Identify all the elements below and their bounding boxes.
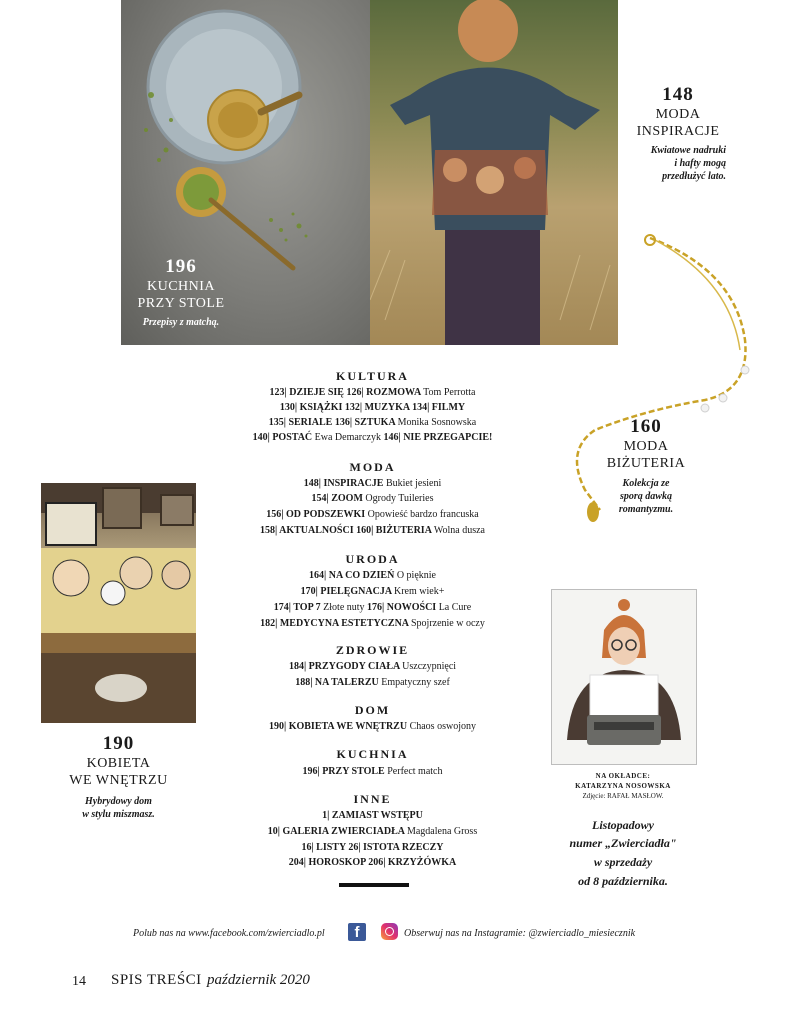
feature-moda-bizuteria-line1: MODA	[623, 439, 669, 454]
facebook-icon[interactable]: f	[348, 923, 366, 941]
toc-line	[200, 524, 545, 538]
toc-page-number: 146|	[383, 432, 401, 443]
toc-page-number: 130|	[279, 402, 298, 413]
toc-subtitle: Uszczypnięci	[402, 661, 457, 672]
cover-label: NA OKŁADCE:	[595, 772, 651, 780]
feature-moda-bizuteria-line2: BIŻUTERIA	[606, 456, 686, 471]
cover-promo-line1: Listopadowy	[592, 818, 654, 832]
toc-title: PIELĘGNACJA	[317, 586, 394, 597]
toc-page-number: 182|	[260, 618, 278, 629]
toc-title: OD PODSZEWKI	[283, 509, 368, 520]
toc-page-number: 154|	[311, 493, 329, 504]
toc-line	[200, 765, 545, 779]
feature-moda-inspiracje-line1: MODA	[655, 107, 701, 122]
toc-page-number: 174|	[273, 602, 291, 613]
toc-line	[200, 569, 545, 583]
feature-kuchnia-page: 196	[165, 256, 197, 277]
toc-heading-kuchnia: KUCHNIA	[336, 747, 409, 761]
toc-page-number: 206|	[368, 857, 386, 868]
toc-title: ZOOM	[328, 493, 366, 504]
toc-title: SERIALE	[285, 417, 335, 428]
toc-title: BIŻUTERIA	[373, 525, 434, 536]
toc-line	[200, 617, 545, 631]
toc-line	[200, 809, 545, 823]
toc-page-number: 184|	[288, 661, 307, 672]
toc-title: SZTUKA	[352, 417, 398, 428]
toc-heading-kultura: KULTURA	[336, 369, 409, 383]
toc-title: TOP 7	[291, 602, 324, 613]
toc-page-number: 134|	[412, 402, 430, 413]
feature-moda-bizuteria-desc2: sporą dawką	[620, 491, 672, 502]
toc-page-number: 170|	[300, 586, 318, 597]
toc-title: INSPIRACJE	[320, 478, 386, 489]
toc-title: HOROSKOP	[305, 857, 369, 868]
toc-title: AKTUALNOŚCI	[277, 525, 357, 536]
toc-line	[200, 416, 545, 430]
toc-page-number: 132|	[344, 402, 363, 413]
cover-photo-credit: Zdjęcie: RAFAŁ MASŁOW.	[582, 792, 664, 800]
toc-subtitle: Tom Perrotta	[423, 387, 476, 398]
toc-line	[200, 585, 545, 599]
toc-subtitle: Empatyczny szef	[381, 677, 450, 688]
feature-moda-inspiracje-desc1: Kwiatowe nadruki	[650, 145, 726, 156]
toc-line	[200, 477, 545, 491]
toc-subtitle: Ogrody Tuileries	[365, 493, 434, 504]
toc-page-number: 135|	[268, 417, 286, 428]
toc-page-number: 136|	[334, 417, 353, 428]
feature-kobieta-page: 190	[102, 733, 135, 754]
feature-kuchnia-desc: Przepisy z matchą.	[142, 317, 220, 328]
page-section-title: SPIS TREŚCI	[111, 972, 202, 988]
toc-title: NA CO DZIEŃ	[326, 570, 397, 581]
toc-title: LISTY	[313, 842, 349, 853]
page-issue: październik 2020	[207, 972, 310, 988]
feature-kobieta-desc1: Hybrydowy dom	[85, 796, 152, 807]
toc-title: NIE PRZEGAPCIE!	[400, 432, 493, 443]
toc-title: DZIEJE SIĘ	[286, 387, 347, 398]
feature-moda-inspiracje-line2: INSPIRACJE	[636, 124, 720, 139]
toc-subtitle: Wolna dusza	[433, 525, 485, 536]
toc-subtitle: La Cure	[438, 602, 472, 613]
toc-heading-dom: DOM	[354, 703, 391, 717]
photo-cover	[551, 589, 697, 765]
toc-title: KSIĄŻKI	[297, 402, 345, 413]
toc-subtitle: Złote nuty	[323, 602, 368, 613]
toc-page-number: 190|	[269, 721, 287, 732]
toc-title: KOBIETA WE WNĘTRZU	[286, 721, 410, 732]
toc-title: ISTOTA RZECZY	[360, 842, 444, 853]
toc-heading-uroda: URODA	[345, 552, 400, 566]
toc-line	[200, 841, 545, 855]
toc-subtitle: Bukiet jesieni	[385, 478, 442, 489]
toc-page-number: 16|	[301, 842, 314, 853]
toc-subtitle: O pięknie	[396, 570, 436, 581]
feature-moda-bizuteria-desc3: romantyzmu.	[618, 504, 674, 515]
cover-illustration	[552, 590, 696, 764]
toc-page-number: 26|	[348, 842, 361, 853]
toc-page-number: 140|	[252, 432, 270, 443]
toc-page-number: 10|	[267, 826, 280, 837]
toc-line	[200, 401, 545, 415]
toc-title: KRZYŻÓWKA	[385, 857, 457, 868]
toc-line	[200, 386, 545, 400]
toc-page-number: 126|	[346, 387, 364, 398]
toc-page-number: 158|	[259, 525, 278, 536]
cover-promo-line4: od 8 października.	[578, 874, 668, 888]
toc-page-number: 160|	[356, 525, 374, 536]
toc-subtitle: Monika Sosnowska	[397, 417, 477, 428]
toc-heading-inne: INNE	[353, 792, 392, 806]
feature-kuchnia-line2: PRZY STOLE	[137, 296, 225, 311]
toc-line	[200, 601, 545, 615]
toc-page-number: 196|	[302, 766, 320, 777]
toc-page-number: 204|	[288, 857, 306, 868]
toc-line	[200, 492, 545, 506]
toc-line	[200, 856, 545, 870]
feature-kuchnia-line1: KUCHNIA	[146, 279, 216, 294]
instagram-link[interactable]: Obserwuj nas na Instagramie: @zwierciadlo_miesiecznik	[404, 928, 636, 939]
feature-kobieta-desc2: w stylu miszmasz.	[82, 809, 155, 820]
photo-interior	[41, 483, 196, 723]
toc-page-number: 164|	[309, 570, 327, 581]
toc-line	[200, 660, 545, 674]
toc-title: ROZMOWA	[363, 387, 424, 398]
toc-page-number: 123|	[269, 387, 287, 398]
toc-divider	[339, 883, 409, 887]
toc-page-number: 156|	[266, 509, 284, 520]
toc-page-number: 1|	[322, 810, 330, 821]
instagram-icon[interactable]	[381, 923, 398, 940]
toc-subtitle: Ewa Demarczyk	[314, 432, 384, 443]
toc-line	[200, 825, 545, 839]
page-number: 14	[72, 974, 86, 989]
toc-title: MEDYCYNA ESTETYCZNA	[277, 618, 411, 629]
toc-page-number: 176|	[367, 602, 385, 613]
toc-line	[200, 431, 545, 445]
toc-line	[200, 720, 545, 734]
feature-moda-bizuteria-desc1: Kolekcja ze	[622, 478, 670, 489]
toc-subtitle: Krem wiek+	[393, 586, 445, 597]
feature-moda-inspiracje-page: 148	[662, 84, 694, 105]
cover-person: KATARZYNA NOSOWSKA	[575, 782, 671, 790]
toc-title: NA TALERZU	[312, 677, 382, 688]
toc-subtitle: Perfect match	[387, 766, 443, 777]
toc-subtitle: Magdalena Gross	[406, 826, 478, 837]
toc-heading-moda: MODA	[349, 460, 396, 474]
feature-kobieta-line1: KOBIETA	[86, 756, 151, 771]
toc-title: NOWOŚCI	[384, 602, 439, 613]
feature-kobieta-line2: WE WNĘTRZU	[69, 773, 168, 788]
toc-subtitle: Opowieść bardzo francuska	[367, 509, 479, 520]
toc-title: PRZYGODY CIAŁA	[306, 661, 403, 672]
toc-subtitle: Chaos oswojony	[409, 721, 476, 732]
toc-title: FILMY	[429, 402, 466, 413]
cover-promo-line2: numer „Zwierciadła"	[569, 836, 677, 850]
toc-subtitle: Spojrzenie w oczy	[410, 618, 485, 629]
toc-heading-zdrowie: ZDROWIE	[335, 643, 410, 657]
toc-title: PRZY STOLE	[319, 766, 388, 777]
feature-moda-inspiracje-desc2: i hafty mogą	[674, 158, 726, 169]
toc-title: ZAMIAST WSTĘPU	[329, 810, 423, 821]
feature-moda-bizuteria-page: 160	[630, 416, 662, 437]
toc-page-number: 188|	[295, 677, 313, 688]
facebook-link[interactable]: Polub nas na www.facebook.com/zwierciadlo.pl	[133, 928, 325, 939]
toc-title: POSTAĆ	[269, 432, 315, 443]
toc-line	[200, 508, 545, 522]
toc-title: MUZYKA	[362, 402, 413, 413]
toc-page-number: 148|	[303, 478, 321, 489]
toc-title: GALERIA ZWIERCIADŁA	[279, 826, 407, 837]
cover-promo-line3: w sprzedaży	[593, 855, 653, 869]
toc-line	[200, 676, 545, 690]
feature-moda-inspiracje-desc3: przedłużyć lato.	[662, 171, 726, 182]
interior-illustration	[41, 483, 196, 723]
